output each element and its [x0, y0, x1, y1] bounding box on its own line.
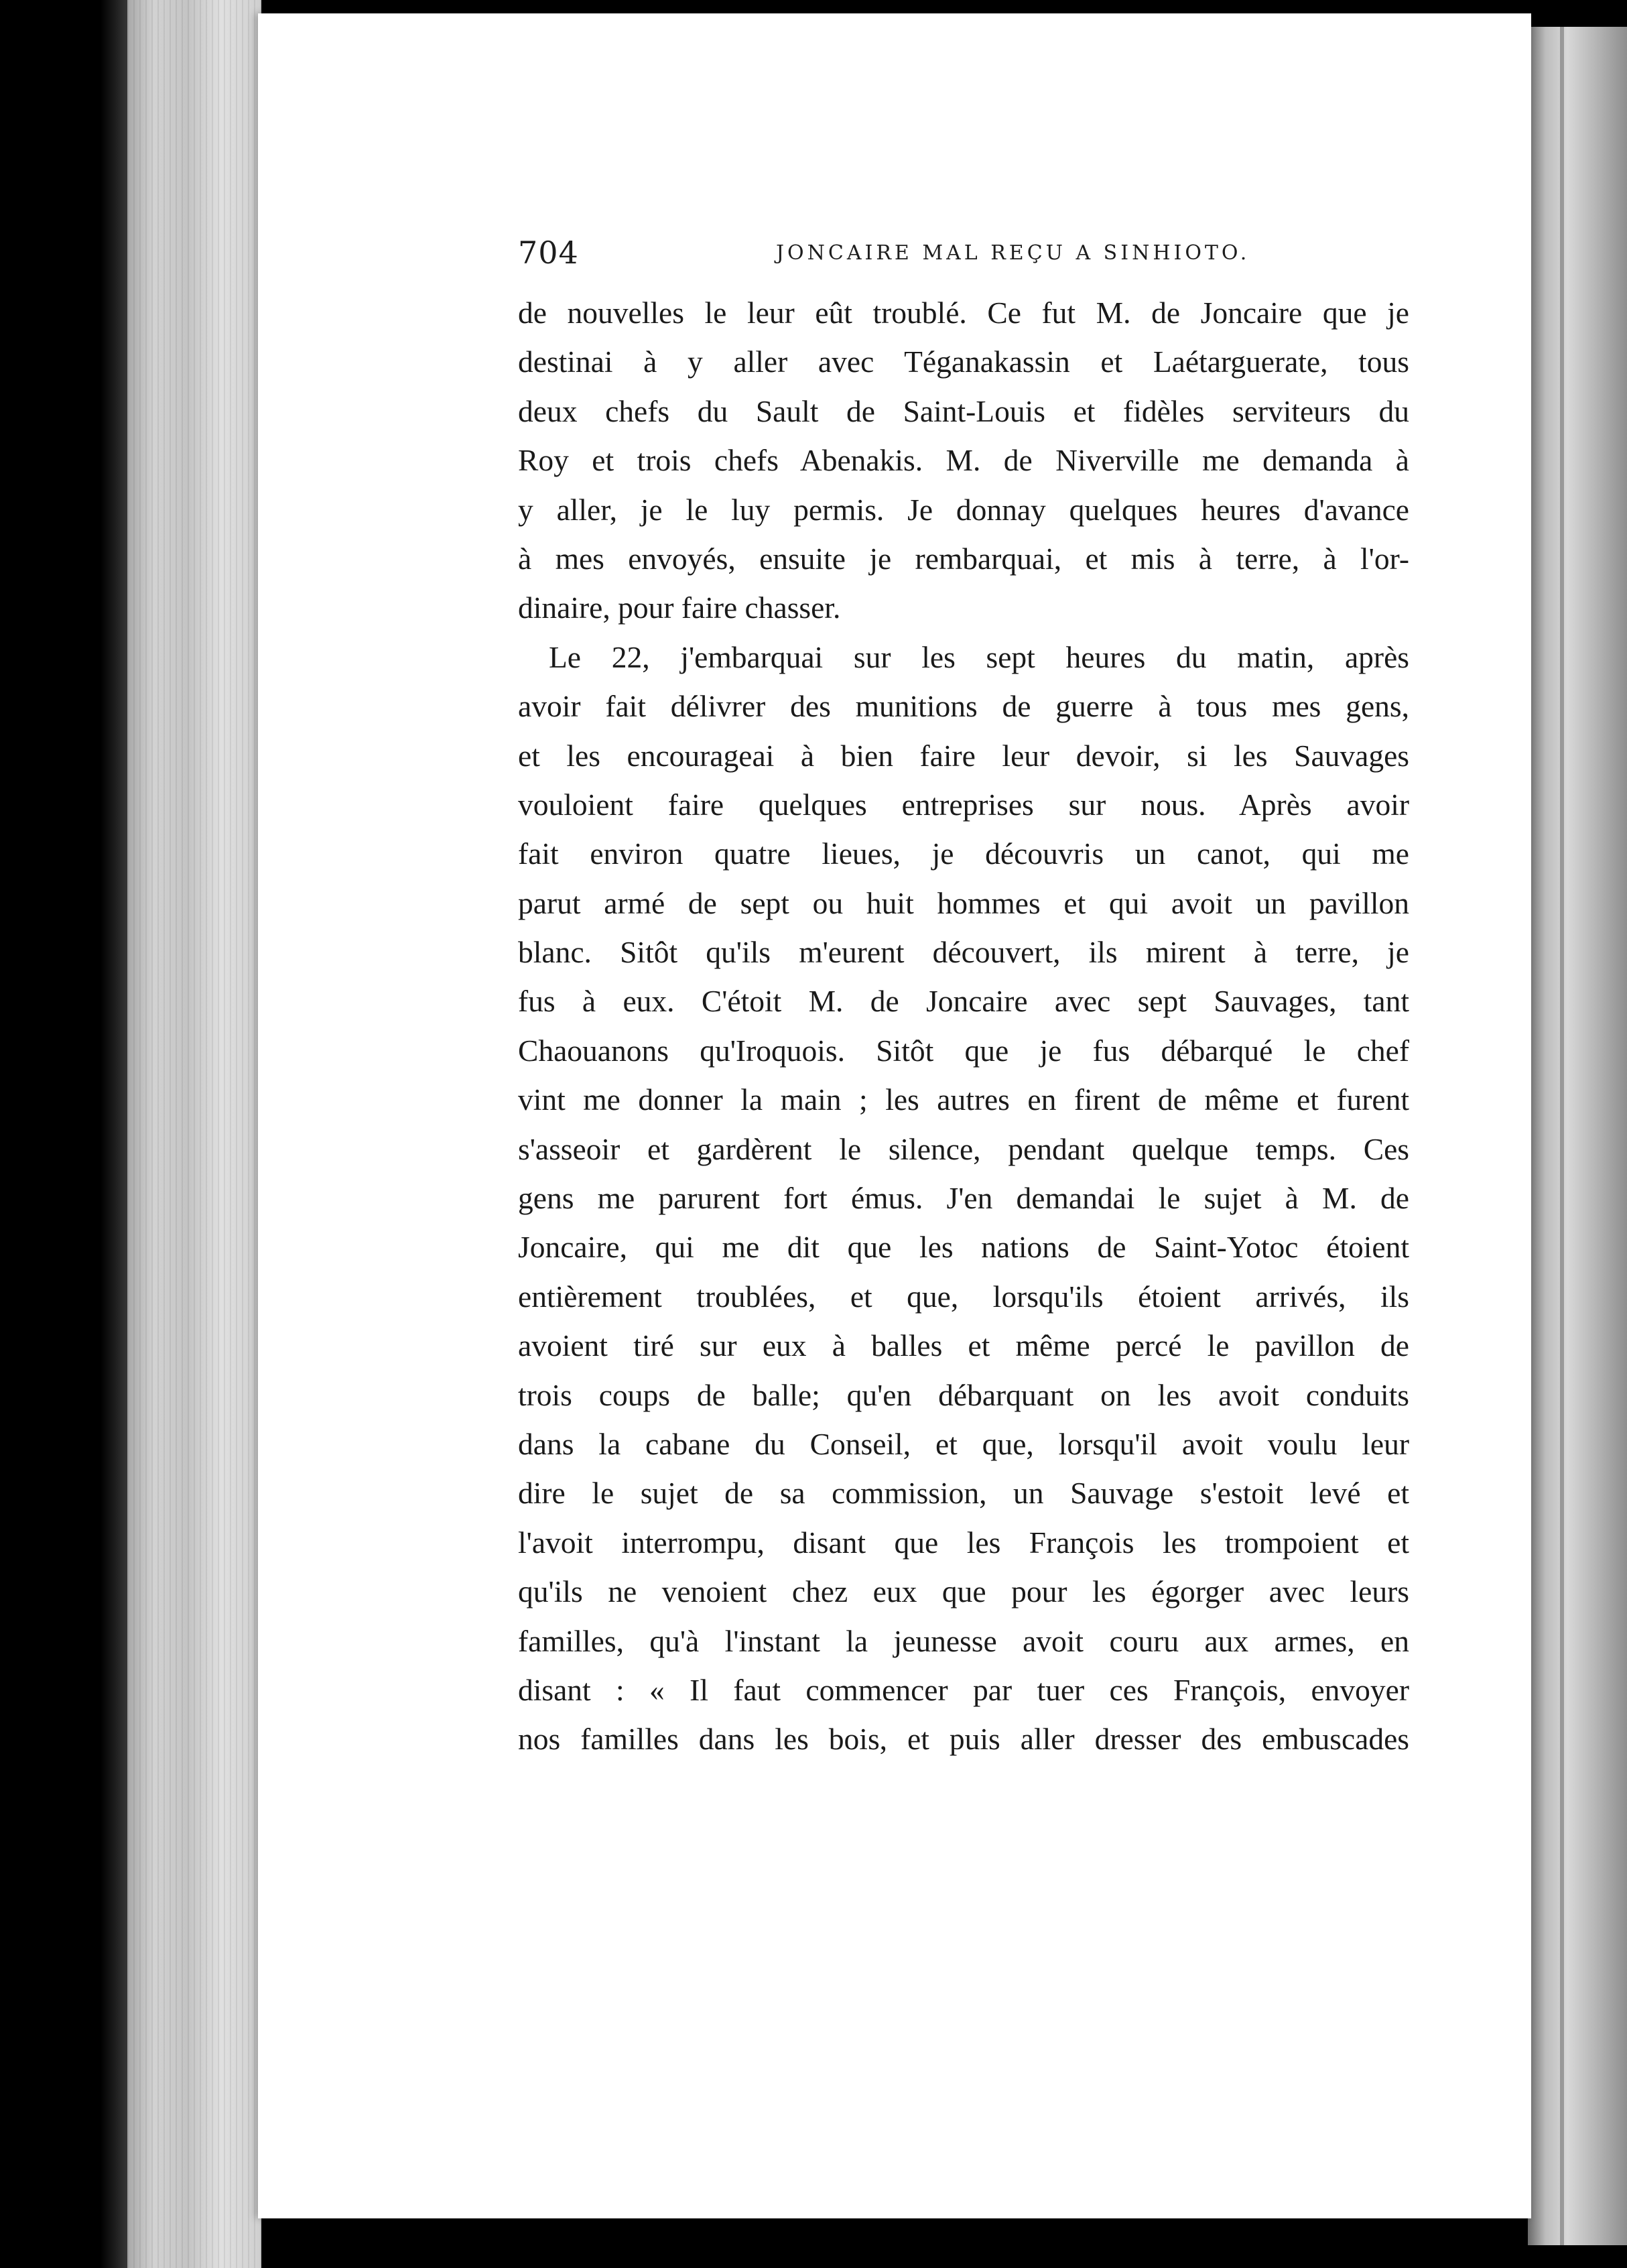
text-line: Joncaire, qui me dit que les nations de Saint-Yotoc étoient	[518, 1230, 1409, 1265]
text-line: trois coups de balle; qu'en débarquant on les avoit conduits	[518, 1377, 1409, 1412]
text-line: avoir fait délivrer des munitions de guerre à tous mes gens,	[518, 689, 1409, 724]
text-line: fus à eux. C'étoit M. de Joncaire avec sept Sauvages, tant	[518, 984, 1409, 1019]
text-line: fait environ quatre lieues, je découvris un canot, qui me	[518, 836, 1409, 871]
text-line: l'avoit interrompu, disant que les François les trompoient et	[518, 1525, 1409, 1560]
text-line: Le 22, j'embarquai sur les sept heures du matin, après	[549, 639, 1409, 674]
running-head: JONCAIRE MAL REÇU A SINHIOTO.	[776, 241, 1250, 265]
body-text	[518, 288, 1409, 1764]
text-line: parut armé de sept ou huit hommes et qui avoit un pavillon	[518, 885, 1409, 920]
text-line: gens me parurent fort émus. J'en demandai le sujet à M. de	[518, 1181, 1409, 1216]
text-line: dans la cabane du Conseil, et que, lorsqu'il avoit voulu leur	[518, 1426, 1409, 1461]
text-line: disant : « Il faut commencer par tuer ces François, envoyer	[518, 1672, 1409, 1707]
text-line: blanc. Sitôt qu'ils m'eurent découvert, ils mirent à terre, je	[518, 935, 1409, 970]
text-line: vint me donner la main ; les autres en firent de même et furent	[518, 1082, 1409, 1117]
left-page-stack-edge	[127, 0, 261, 2268]
page-number: 704	[518, 235, 579, 271]
right-page-edge	[1528, 27, 1627, 2245]
text-line: à mes envoyés, ensuite je rembarquai, et mis à terre, à l'or-	[518, 541, 1409, 576]
text-line: qu'ils ne venoient chez eux que pour les égorger avec leurs	[518, 1574, 1409, 1609]
text-line: familles, qu'à l'instant la jeunesse avoit couru aux armes, en	[518, 1623, 1409, 1658]
text-line: Roy et trois chefs Abenakis. M. de Niverville me demanda à	[518, 443, 1409, 478]
text-line: et les encourageai à bien faire leur devoir, si les Sauvages	[518, 738, 1409, 773]
text-line: s'asseoir et gardèrent le silence, pendant quelque temps. Ces	[518, 1131, 1409, 1166]
text-line: nos familles dans les bois, et puis aller dresser des embuscades	[518, 1722, 1409, 1757]
text-line: deux chefs du Sault de Saint-Louis et fidèles serviteurs du	[518, 393, 1409, 428]
text-line: destinai à y aller avec Téganakassin et Laétarguerate, tous	[518, 344, 1409, 379]
page-header	[518, 235, 1490, 281]
text-line: avoient tiré sur eux à balles et même percé le pavillon de	[518, 1328, 1409, 1363]
text-line: de nouvelles le leur eût troublé. Ce fut M. de Joncaire que je	[518, 296, 1409, 330]
text-line: Chaouanons qu'Iroquois. Sitôt que je fus débarqué le chef	[518, 1033, 1409, 1068]
text-line: y aller, je le luy permis. Je donnay quelques heures d'avance	[518, 492, 1409, 527]
book-page	[258, 13, 1531, 2218]
text-line: vouloient faire quelques entreprises sur nous. Après avoir	[518, 787, 1409, 822]
text-line: dire le sujet de sa commission, un Sauvage s'estoit levé et	[518, 1476, 1409, 1511]
text-line: entièrement troublées, et que, lorsqu'ils étoient arrivés, ils	[518, 1279, 1409, 1314]
text-line: dinaire, pour faire chasser.	[518, 590, 841, 625]
